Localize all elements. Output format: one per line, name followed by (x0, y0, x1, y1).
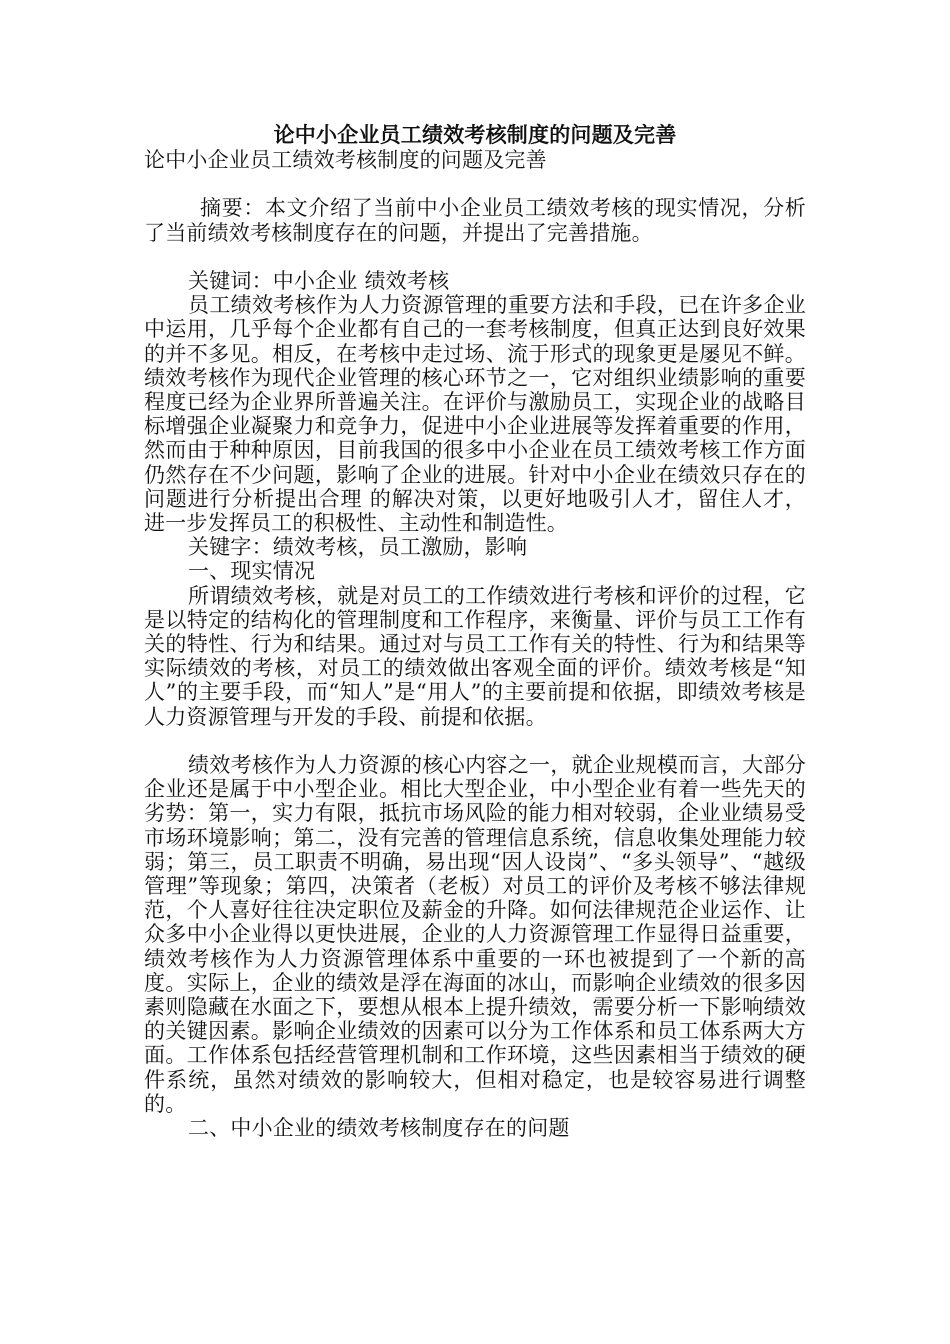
document-subtitle: 论中小企业员工绩效考核制度的问题及完善 (144, 148, 547, 172)
body-paragraph-2: 绩效考核作为人力资源的核心内容之一，就企业规模而言，大部分企业还是属于中小型企业。相比大型企业，中小型企业有着一些先天的劣势：第一，实力有限，抵抗市场风险的能力相对较弱，企业业绩易受市场环境影响；第二，没有完善的管理信息系统，信息收集处理能力较弱；第三，员工职责不明确，易出现“因人设岗”、“多头领导”、“越级管理”等现象；第四，决策者（老板）对员工的评价及考核不够法律规范，个人喜好往往决定职位及薪金的升降。如何法律规范企业运作、让众多中小企业得以更快进展，企业的人力资源管理工作显得日益重要，绩效考核作为人力资源管理体系中重要的一环也被提到了一个新的高度。实际上，企业的绩效是浮在海面的冰山，而影响企业绩效的很多因素则隐藏在水面之下，要想从根本上提升绩效，需要分析一下影响绩效的关键因素。影响企业绩效的因素可以分为工作体系和员工体系两大方面。工作体系包括经营管理机制和工作环境，这些因素相当于绩效的硬件系统，虽然对绩效的影响较大，但相对稳定，也是较容易进行调整的。 (144, 753, 806, 1116)
blank-line (144, 245, 806, 269)
section-heading-2: 二、中小企业的绩效考核制度存在的问题 (188, 1116, 570, 1141)
intro-paragraph: 员工绩效考核作为人力资源管理的重要方法和手段，已在许多企业中运用，几乎每个企业都有自己的一套考核制度，但真正达到良好效果的并不多见。相反，在考核中走过场、流于形式的现象更是屡见不鲜。绩效考核作为现代企业管理的核心环节之一，它对组织业绩影响的重要程度已经为企业界所普遍关注。在评价与激励员工，实现企业的战略目标增强企业凝聚力和竞争力，促进中小企业进展等发挥着重要的作用，然而由于种种原因，目前我国的很多中小企业在员工绩效考核工作方面仍然存在不少问题，影响了企业的进展。针对中小企业在绩效只存在的问题进行分析提出合理 的解决对策，以更好地吸引人才，留住人才，进一步发挥员工的积极性、主动性和制造性。 (144, 293, 806, 536)
document-body (144, 122, 806, 1140)
blank-line (144, 172, 806, 196)
document-title: 论中小企业员工绩效考核制度的问题及完善 (273, 123, 677, 147)
body-paragraph-1: 所谓绩效考核，就是对员工的工作绩效进行考核和评价的过程，它是以特定的结构化的管理制度和工作程序，来衡量、评价与员工工作有关的特性、行为和结果。通过对与员工工作有关的特性、行为和结果等实际绩效的考核，对员工的绩效做出客观全面的评价。绩效考核是“知人”的主要手段，而“知人”是“用人”的主要前提和依据，即绩效考核是人力资源管理与开发的手段、前提和依据。 (144, 583, 806, 729)
keywords-line-2: 关键字：绩效考核，员工激励，影响 (188, 535, 528, 560)
blank-line (144, 729, 806, 753)
section-heading-1: 一、现实情况 (188, 559, 316, 584)
abstract-paragraph: 摘要：本文介绍了当前中小企业员工绩效考核的现实情况，分析了当前绩效考核制度存在的问题，并提出了完善措施。 (144, 196, 806, 245)
keywords-line: 关键词：中小企业 绩效考核 (188, 268, 450, 293)
